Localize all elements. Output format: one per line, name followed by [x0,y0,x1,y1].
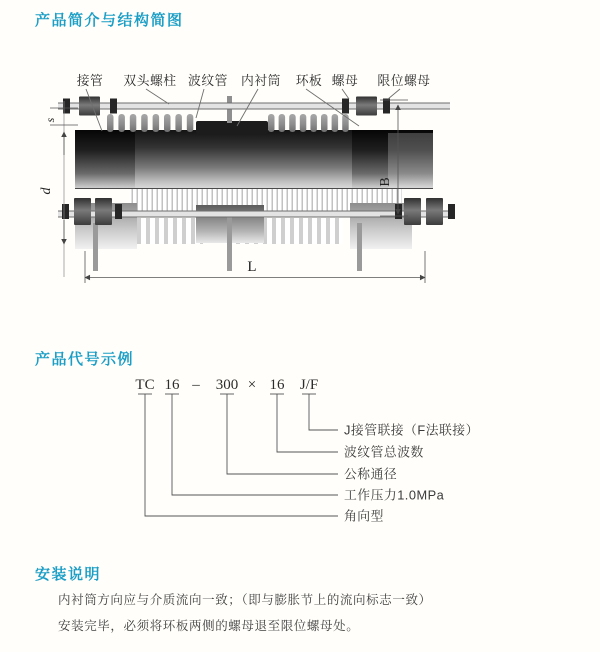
part-label-nut: 螺母 [331,73,359,88]
code-seg-type: TC [135,377,155,393]
code-seg-dash: – [192,377,200,393]
dim-label-B: B [378,177,393,187]
part-label-bellows: 波纹管 [188,73,228,88]
code-seg-pressure: 16 [164,377,180,393]
part-label-stud: 双头螺柱 [123,73,177,88]
part-label-ring-plate: 环板 [295,73,323,88]
callout-connection: J接管联接（F法联接） [344,422,479,438]
expansion-joint-figure [0,55,600,315]
callout-nominal-diameter: 公称通径 [344,466,398,482]
top-tie-rod [58,97,450,116]
section-title-intro: 产品简介与结构简图 [35,12,184,29]
code-seg-waves: 16 [269,377,285,393]
code-seg-times: × [247,377,257,393]
callout-working-pressure: 工作压力1.0MPa [344,487,445,503]
install-line-2: 安装完毕，必须将环板两侧的螺母退至限位螺母处。 [58,619,360,633]
dim-label-L: L [247,259,257,275]
code-callout-figure [0,372,600,524]
part-label-limit-nut: 限位螺母 [377,73,431,88]
dim-label-s: s [43,117,57,123]
callout-angular-type: 角向型 [344,508,384,524]
dim-label-d: d [39,187,54,195]
section-title-code: 产品代号示例 [35,351,135,368]
product-code-example [0,372,600,524]
code-seg-connection: J/F [299,377,319,393]
callout-connectors [138,394,338,516]
part-label-jieguan: 接管 [76,73,104,88]
install-instructions [58,592,558,644]
section-title-install: 安装说明 [35,566,102,583]
code-seg-diameter: 300 [215,377,239,393]
callout-wave-count: 波纹管总波数 [344,444,424,460]
joint-body [75,96,433,189]
structure-diagram [0,55,600,315]
part-label-liner: 内衬筒 [241,73,281,88]
install-line-1: 内衬筒方向应与介质流向一致；（即与膨胀节上的流向标志一致） [58,593,432,607]
